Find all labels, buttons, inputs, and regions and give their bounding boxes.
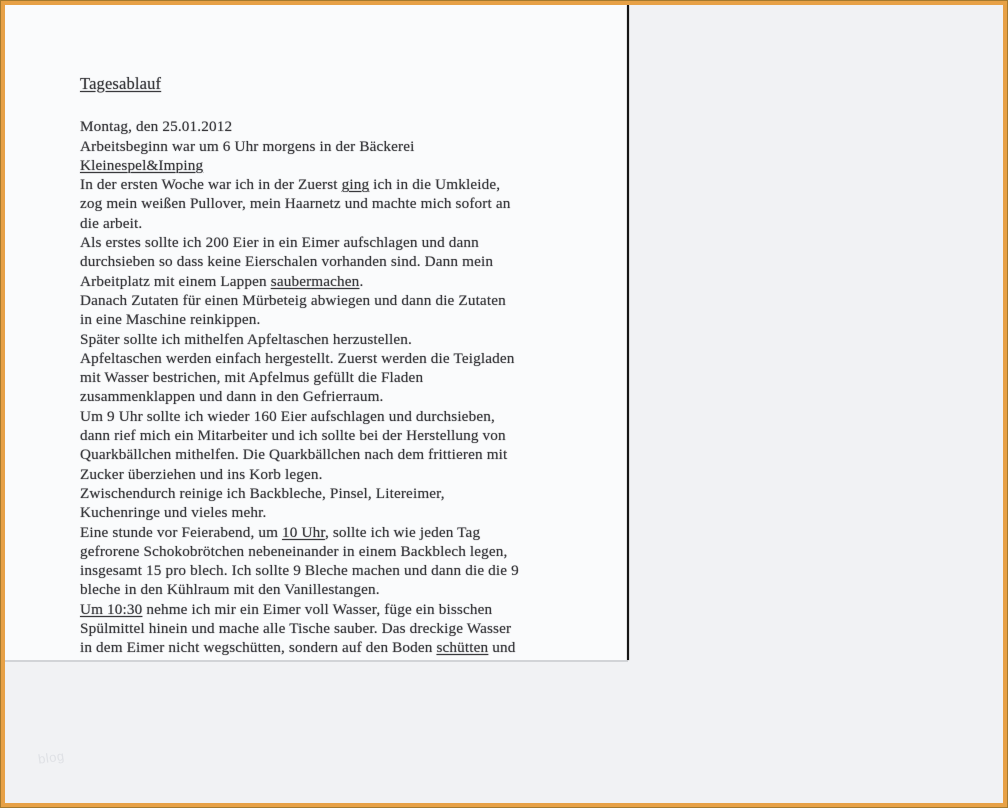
text-segment: Montag, den 25.01.2012 bbox=[80, 118, 233, 136]
document-line bbox=[80, 233, 572, 252]
document-line bbox=[80, 484, 572, 503]
underlined-text: Kleinespel&Imping bbox=[80, 156, 204, 174]
text-segment: Quarkbällchen mithelfen. Die Quarkbällchen nach dem frittieren mit bbox=[80, 446, 508, 464]
text-segment: , sollte ich wie jeden Tag bbox=[324, 523, 481, 541]
underlined-text: 10 Uhr bbox=[282, 523, 325, 541]
document-line bbox=[80, 600, 572, 619]
document-line bbox=[80, 330, 572, 349]
document-paper bbox=[5, 5, 628, 662]
text-segment: Eine stunde vor Feierabend, um bbox=[80, 523, 283, 541]
text-segment: durchsieben so dass keine Eierschalen vorhanden sind. Dann mein bbox=[80, 253, 494, 271]
text-segment: nehme ich mir ein Eimer voll Wasser, füge ein bisschen bbox=[142, 600, 493, 618]
document-line bbox=[80, 426, 572, 445]
document-line bbox=[80, 291, 572, 310]
text-segment: gefrorene Schokobrötchen nebeneinander in einem Backblech legen, bbox=[80, 542, 508, 560]
text-segment: In der ersten Woche war ich in der Zuerst bbox=[80, 176, 342, 194]
text-segment: insgesamt 15 pro blech. Ich sollte 9 Bleche machen und dann die die 9 bbox=[80, 562, 519, 580]
document-line bbox=[80, 175, 572, 194]
text-segment: . bbox=[359, 272, 364, 290]
text-segment: bleche in den Kühlraum mit den Vanillestangen. bbox=[80, 581, 380, 599]
text-segment: Zwischendurch reinige ich Backbleche, Pinsel, Litereimer, bbox=[80, 484, 445, 502]
document-line bbox=[80, 542, 572, 561]
text-segment: Um 9 Uhr sollte ich wieder 160 Eier aufschlagen und durchsieben, bbox=[80, 407, 495, 425]
document-line bbox=[80, 561, 572, 580]
text-segment: dann rief mich ein Mitarbeiter und ich sollte bei der Herstellung von bbox=[80, 427, 506, 445]
text-segment: mit Wasser bestrichen, mit Apfelmus gefüllt die Fladen bbox=[80, 369, 424, 387]
text-segment: in dem Eimer nicht wegschütten, sondern auf den Boden bbox=[80, 639, 437, 657]
document-line bbox=[80, 407, 572, 426]
underlined-text: ging bbox=[341, 176, 370, 194]
document-line bbox=[80, 503, 572, 522]
text-segment: Später sollte ich mithelfen Apfeltaschen herzustellen. bbox=[80, 330, 412, 348]
document-line bbox=[80, 214, 572, 233]
text-segment: Arbeitsbeginn war um 6 Uhr morgens in der Bäckerei bbox=[80, 137, 415, 155]
document-text-block bbox=[80, 74, 572, 658]
text-segment: in eine Maschine reinkippen. bbox=[80, 311, 261, 329]
text-segment: Arbeitplatz mit einem Lappen bbox=[80, 272, 271, 290]
text-segment: und bbox=[488, 639, 516, 657]
text-segment: Apfeltaschen werden einfach hergestellt. Zuerst werden die Teigladen bbox=[80, 349, 515, 367]
text-segment: zusammenklappen und dann in den Gefrierraum. bbox=[80, 388, 384, 406]
document-line bbox=[80, 619, 572, 638]
underlined-text: saubermachen bbox=[270, 272, 360, 290]
page-divider-line bbox=[627, 5, 629, 660]
text-segment: Als erstes sollte ich 200 Eier in ein Eimer aufschlagen und dann bbox=[80, 234, 479, 252]
document-line bbox=[80, 156, 572, 175]
document-line bbox=[80, 272, 572, 291]
underlined-text: schütten bbox=[436, 639, 489, 657]
text-segment: ich in die Umkleide, bbox=[369, 176, 501, 194]
document-line bbox=[80, 445, 572, 464]
document-line bbox=[80, 194, 572, 213]
text-segment: Danach Zutaten für einen Mürbeteig abwiegen und dann die Zutaten bbox=[80, 291, 506, 309]
document-line bbox=[80, 465, 572, 484]
document-line bbox=[80, 137, 572, 156]
text-segment: Kuchenringe und vieles mehr. bbox=[80, 504, 267, 522]
document-line bbox=[80, 252, 572, 271]
text-segment: zog mein weißen Pullover, mein Haarnetz und machte mich sofort an bbox=[80, 195, 511, 213]
document-title: Tagesablauf bbox=[80, 74, 162, 93]
text-segment: Zucker überziehen und ins Korb legen. bbox=[80, 465, 323, 483]
document-line bbox=[80, 349, 572, 368]
document-line bbox=[80, 523, 572, 542]
text-segment: die arbeit. bbox=[80, 214, 143, 232]
text-segment: Spülmittel hinein und mache alle Tische sauber. Das dreckige Wasser bbox=[80, 620, 512, 638]
document-line bbox=[80, 580, 572, 599]
document-line bbox=[80, 117, 572, 136]
document-line bbox=[80, 387, 572, 406]
underlined-text: Um 10:30 bbox=[80, 600, 143, 618]
document-line bbox=[80, 638, 572, 657]
document-line bbox=[80, 310, 572, 329]
blog-watermark: blog bbox=[37, 748, 66, 767]
document-body bbox=[80, 117, 572, 657]
document-line bbox=[80, 368, 572, 387]
